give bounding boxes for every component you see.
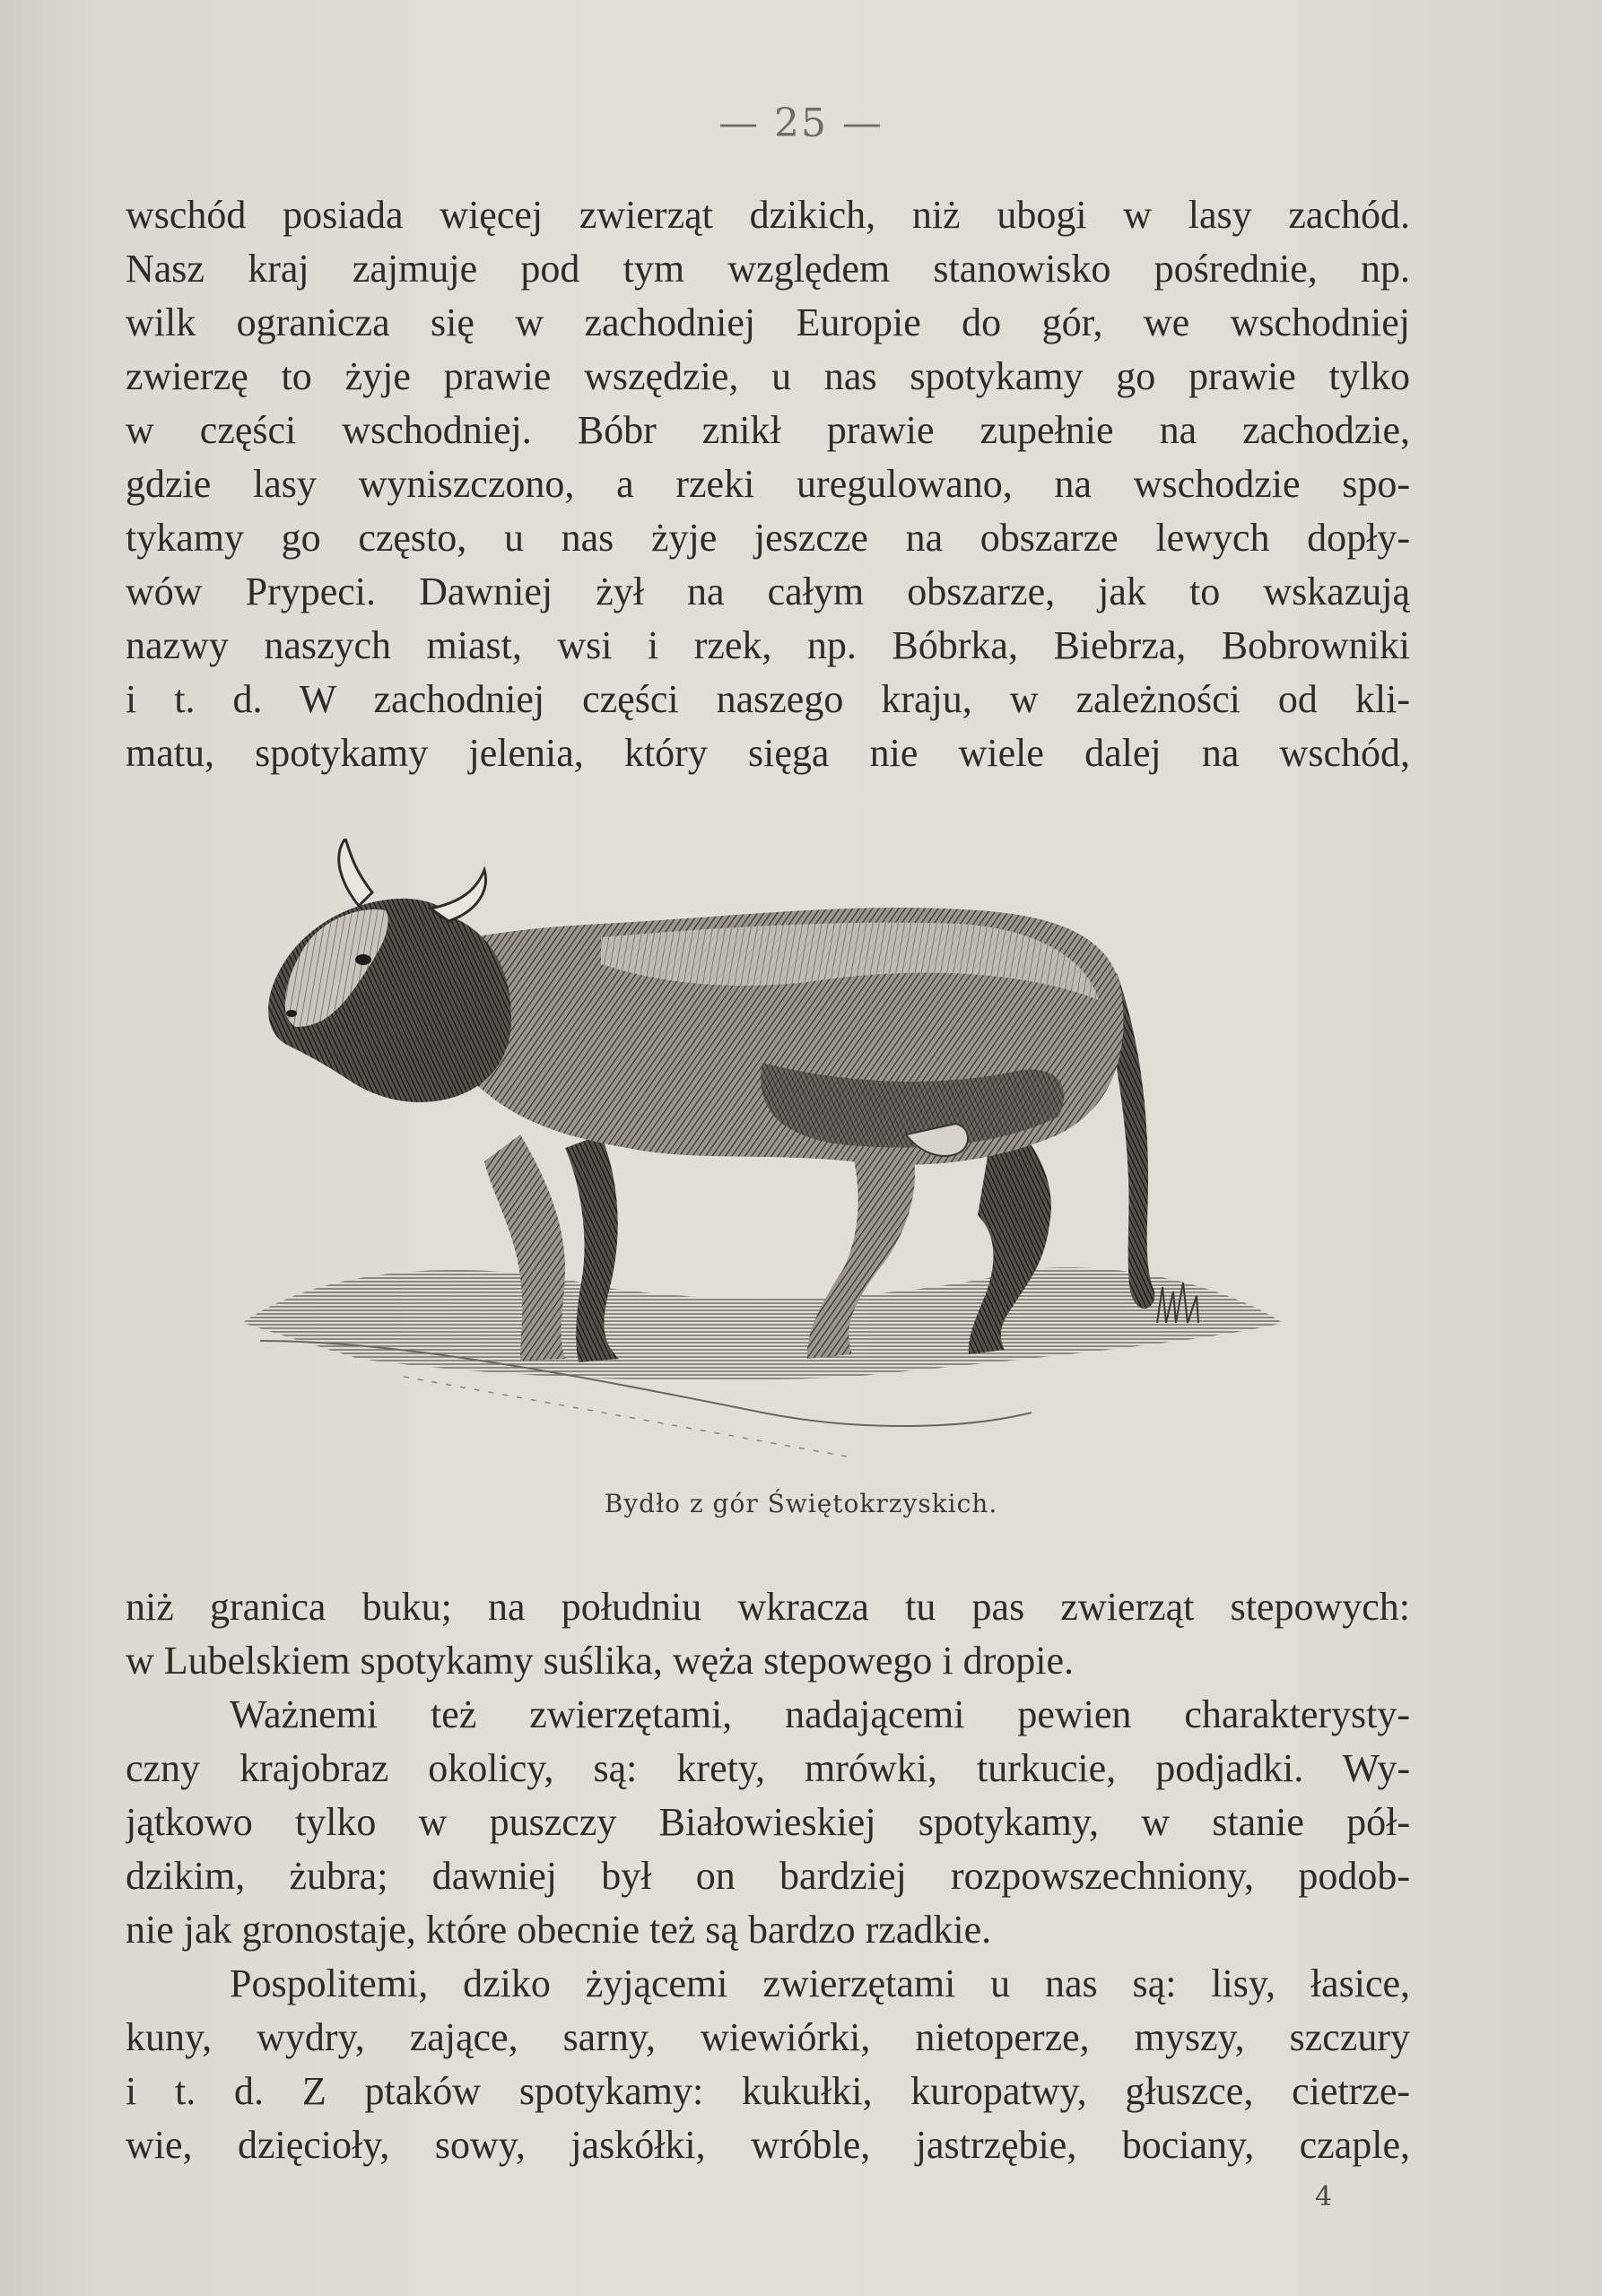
paragraph-top	[126, 188, 1410, 780]
figure-caption: Bydło z gór Świętokrzyskich.	[604, 1489, 998, 1518]
page-number: — 25 —	[718, 100, 884, 146]
text-line: Pospolitemi, dziko żyjącemi zwierzętami u nas są: lisy, łasice,	[230, 1961, 1410, 2005]
text-line: czny krajobraz okolicy, są: krety, mrówki, turkucie, podjadki. Wy-	[126, 1746, 1410, 1790]
text-line: nie jak gronostaje, które obecnie też są bardzo rzadkie.	[126, 1908, 992, 1952]
text-line: tykamy go często, u nas żyje jeszcze na obszarze lewych dopły-	[126, 516, 1410, 560]
text-line: wschód posiada więcej zwierząt dzikich, niż ubogi w lasy zachód.	[126, 193, 1410, 237]
text-line: w Lubelskiem spotykamy suślika, węża stepowego i dropie.	[126, 1639, 1075, 1683]
text-line: wilk ogranicza się w zachodniej Europie do gór, we wschodniej	[126, 300, 1410, 344]
text-line: Nasz kraj zajmuje pod tym względem stanowisko pośrednie, np.	[126, 247, 1410, 291]
text-line: niż granica buku; na południu wkracza tu pas zwierząt stepowych:	[126, 1585, 1410, 1629]
text-line: i t. d. Z ptaków spotykamy: kukułki, kuropatwy, głuszce, cietrze-	[126, 2069, 1410, 2113]
cattle-engraving-icon	[224, 839, 1301, 1484]
cattle-engraving-figure	[224, 839, 1301, 1484]
text-line: nazwy naszych miast, wsi i rzek, np. Bóbrka, Biebrza, Bobrowniki	[126, 623, 1410, 667]
text-line: zwierzę to żyje prawie wszędzie, u nas spotykamy go prawie tylko	[126, 354, 1410, 398]
text-line: i t. d. W zachodniej części naszego kraju, w zależności od kli-	[126, 677, 1410, 721]
text-line: dzikim, żubra; dawniej był on bardziej rozpowszechniony, podob-	[126, 1854, 1410, 1898]
text-line: wów Prypeci. Dawniej żył na całym obszarze, jak to wskazują	[126, 570, 1410, 613]
text-line: Ważnemi też zwierzętami, nadającemi pewien charakterysty-	[230, 1692, 1410, 1736]
signature-mark: 4	[1315, 2181, 1333, 2213]
text-line: wie, dzięcioły, sowy, jaskółki, wróble, jastrzębie, bociany, czaple,	[126, 2123, 1410, 2167]
text-line: matu, spotykamy jelenia, który sięga nie wiele dalej na wschód,	[126, 731, 1410, 775]
text-line: w części wschodniej. Bóbr znikł prawie zupełnie na zachodzie,	[126, 408, 1410, 452]
paragraph-bottom	[126, 1580, 1410, 2172]
text-line: jątkowo tylko w puszczy Białowieskiej spotykamy, w stanie pół-	[126, 1800, 1410, 1844]
text-line: kuny, wydry, zające, sarny, wiewiórki, nietoperze, myszy, szczury	[126, 2015, 1410, 2059]
text-line: gdzie lasy wyniszczono, a rzeki uregulowano, na wschodzie spo-	[126, 462, 1410, 506]
